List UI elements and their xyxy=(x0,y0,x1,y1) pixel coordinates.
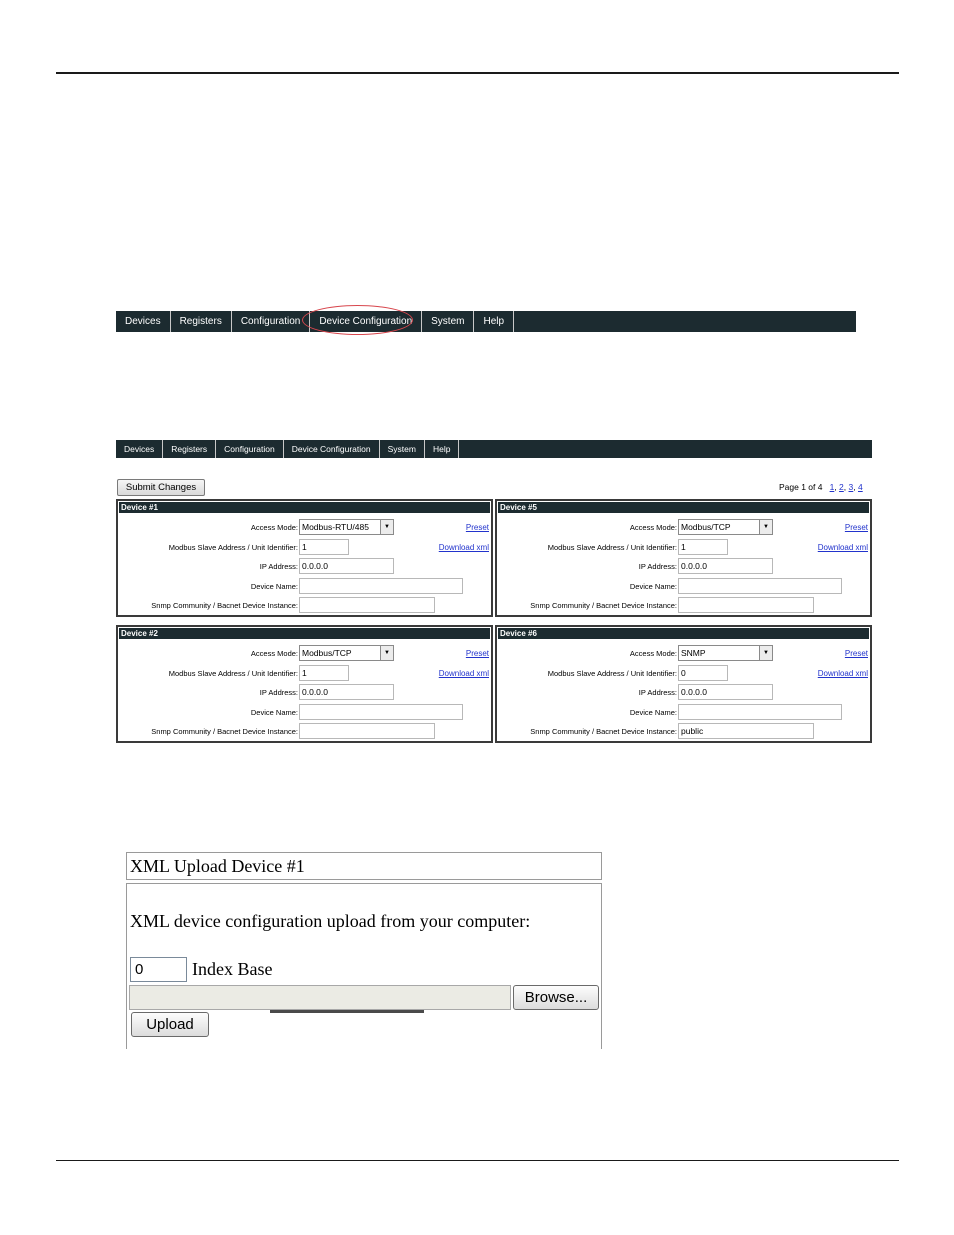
device-panel xyxy=(495,499,872,617)
page-link-3[interactable]: 3 xyxy=(848,482,854,492)
page-info: Page 1 of 4 xyxy=(779,482,823,492)
device-name-label: Device Name: xyxy=(250,708,298,717)
nav-item-devices[interactable]: Devices xyxy=(116,440,163,458)
device-name-input[interactable] xyxy=(678,578,842,594)
download-xml-link[interactable]: Download xml xyxy=(438,669,489,678)
snmp-community-label: Snmp Community / Bacnet Device Instance: xyxy=(530,727,677,736)
device-title: Device #2 xyxy=(119,628,490,639)
dropdown-arrow-icon: ▼ xyxy=(759,646,772,660)
device-panel xyxy=(495,625,872,743)
ip-address-input[interactable]: 0.0.0.0 xyxy=(678,558,773,574)
file-path-progress xyxy=(270,1010,424,1013)
ip-address-input[interactable]: 0.0.0.0 xyxy=(299,558,394,574)
page-link-2[interactable]: 2 xyxy=(839,482,844,492)
ip-address-input[interactable]: 0.0.0.0 xyxy=(299,684,394,700)
upload-body xyxy=(126,883,602,1049)
dropdown-arrow-icon: ▼ xyxy=(759,520,772,534)
slave-address-label: Modbus Slave Address / Unit Identifier: xyxy=(547,669,677,678)
device-name-label: Device Name: xyxy=(250,582,298,591)
snmp-community-input[interactable] xyxy=(299,597,435,613)
preset-link[interactable]: Preset xyxy=(465,523,489,532)
access-mode-select[interactable] xyxy=(678,519,773,535)
device-title: Device #6 xyxy=(498,628,869,639)
upload-description: XML device configuration upload from your computer: xyxy=(130,911,531,931)
index-base-input[interactable]: 0 xyxy=(130,957,187,982)
access-mode-value: SNMP xyxy=(681,648,706,658)
access-mode-select[interactable] xyxy=(299,519,394,535)
nav-item-configuration[interactable]: Configuration xyxy=(216,440,284,458)
xml-upload-dialog xyxy=(126,852,602,1048)
download-xml-link[interactable]: Download xml xyxy=(817,669,868,678)
slave-address-label: Modbus Slave Address / Unit Identifier: xyxy=(547,543,677,552)
access-mode-select[interactable] xyxy=(678,645,773,661)
device-config-nav-bar xyxy=(116,440,872,458)
slave-address-label: Modbus Slave Address / Unit Identifier: xyxy=(168,669,298,678)
preset-link[interactable]: Preset xyxy=(844,523,868,532)
nav-item-system[interactable]: System xyxy=(422,311,474,332)
upload-button[interactable]: Upload xyxy=(131,1012,209,1037)
index-base-label: Index Base xyxy=(192,959,273,979)
slave-address-input[interactable]: 0 xyxy=(678,665,728,681)
page-link-1[interactable]: 1 xyxy=(829,482,835,492)
device-panel xyxy=(116,625,493,743)
nav-item-device-configuration[interactable]: Device Configuration xyxy=(284,440,380,458)
device-title: Device #1 xyxy=(119,502,490,513)
device-name-label: Device Name: xyxy=(629,582,677,591)
header-rule xyxy=(56,72,899,74)
nav-item-device-configuration[interactable]: Device Configuration xyxy=(310,311,422,332)
slave-address-label: Modbus Slave Address / Unit Identifier: xyxy=(168,543,298,552)
access-mode-label: Access Mode: xyxy=(250,649,298,658)
slave-address-input[interactable]: 1 xyxy=(678,539,728,555)
download-xml-link[interactable]: Download xml xyxy=(438,543,489,552)
download-xml-link[interactable]: Download xml xyxy=(817,543,868,552)
access-mode-value: Modbus-RTU/485 xyxy=(302,522,369,532)
browse-button[interactable]: Browse... xyxy=(513,985,599,1010)
pagination: Page 1 of 4 1, 2, 3, 4 xyxy=(779,482,863,492)
dropdown-arrow-icon: ▼ xyxy=(380,646,393,660)
ip-address-label: IP Address: xyxy=(638,688,677,697)
page-link-4[interactable]: 4 xyxy=(857,482,863,492)
access-mode-value: Modbus/TCP xyxy=(681,522,731,532)
ip-address-label: IP Address: xyxy=(259,562,298,571)
access-mode-label: Access Mode: xyxy=(250,523,298,532)
snmp-community-label: Snmp Community / Bacnet Device Instance: xyxy=(151,727,298,736)
access-mode-value: Modbus/TCP xyxy=(302,648,352,658)
snmp-community-label: Snmp Community / Bacnet Device Instance: xyxy=(151,601,298,610)
snmp-community-input[interactable] xyxy=(678,597,814,613)
nav-item-configuration[interactable]: Configuration xyxy=(232,311,310,332)
nav-item-help[interactable]: Help xyxy=(474,311,514,332)
upload-title: XML Upload Device #1 xyxy=(126,852,602,880)
snmp-community-label: Snmp Community / Bacnet Device Instance: xyxy=(530,601,677,610)
dropdown-arrow-icon: ▼ xyxy=(380,520,393,534)
ip-address-label: IP Address: xyxy=(638,562,677,571)
nav-item-registers[interactable]: Registers xyxy=(163,440,216,458)
submit-changes-button[interactable]: Submit Changes xyxy=(117,479,205,496)
footer-rule xyxy=(56,1160,899,1161)
slave-address-input[interactable]: 1 xyxy=(299,665,349,681)
preset-link[interactable]: Preset xyxy=(465,649,489,658)
file-path-field[interactable] xyxy=(129,985,511,1010)
device-title: Device #5 xyxy=(498,502,869,513)
access-mode-label: Access Mode: xyxy=(629,523,677,532)
device-panel xyxy=(116,499,493,617)
ip-address-input[interactable]: 0.0.0.0 xyxy=(678,684,773,700)
nav-item-help[interactable]: Help xyxy=(425,440,459,458)
snmp-community-input[interactable]: public xyxy=(678,723,814,739)
device-name-label: Device Name: xyxy=(629,708,677,717)
device-name-input[interactable] xyxy=(299,578,463,594)
nav-item-devices[interactable]: Devices xyxy=(116,311,171,332)
access-mode-select[interactable] xyxy=(299,645,394,661)
nav-item-registers[interactable]: Registers xyxy=(171,311,232,332)
device-name-input[interactable] xyxy=(678,704,842,720)
slave-address-input[interactable]: 1 xyxy=(299,539,349,555)
access-mode-label: Access Mode: xyxy=(629,649,677,658)
main-nav-bar xyxy=(116,311,856,332)
snmp-community-input[interactable] xyxy=(299,723,435,739)
nav-item-system[interactable]: System xyxy=(380,440,425,458)
preset-link[interactable]: Preset xyxy=(844,649,868,658)
device-name-input[interactable] xyxy=(299,704,463,720)
ip-address-label: IP Address: xyxy=(259,688,298,697)
